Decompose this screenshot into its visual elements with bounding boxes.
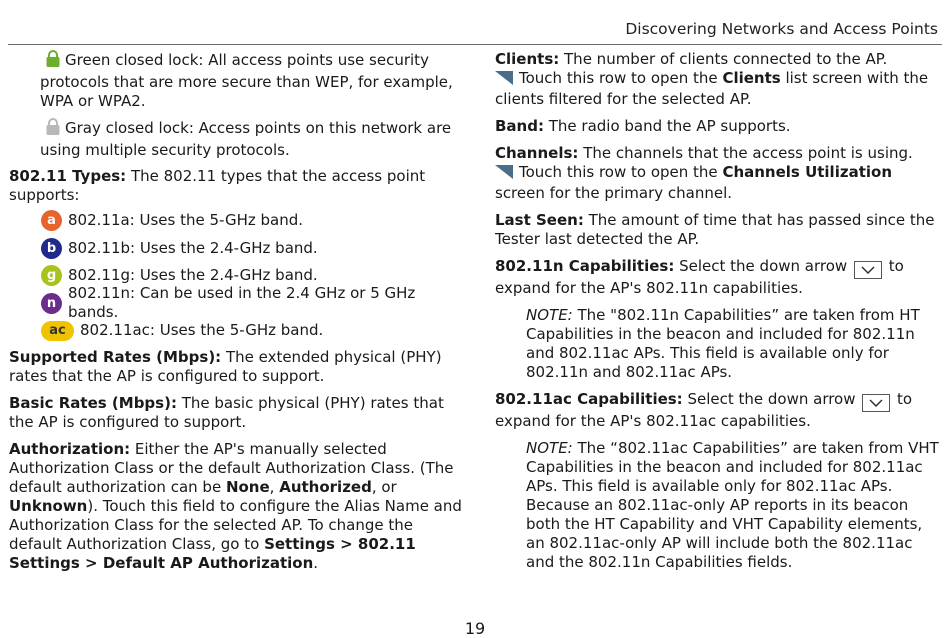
auth-settings-path: Settings > 802.11 Settings > Default AP Authorization <box>9 534 416 572</box>
basic-desc: The basic physical (PHY) rates that the AP is configured to support. <box>9 393 444 431</box>
clients-term: Clients: <box>495 50 560 68</box>
clients-desc: The number of clients connected to the AP. <box>559 50 888 68</box>
badge-ac-icon: ac <box>41 321 74 341</box>
n-cap-desc-2: to expand for the AP's 802.11n capabilities. <box>495 257 904 297</box>
band-paragraph <box>495 117 943 136</box>
type-item-n <box>9 284 464 322</box>
auth-desc-2: ). Touch this field to configure the Alias Name and Authorization Class for the selected AP. To change the default Authorization Class, go to <box>9 496 462 553</box>
down-arrow-icon <box>862 394 890 412</box>
supported-rates-paragraph <box>9 348 464 386</box>
channels-touch-2: screen for the primary channel. <box>495 184 733 202</box>
n-cap-term: 802.11n Capabilities: <box>495 257 675 275</box>
auth-unknown: Unknown <box>9 496 88 515</box>
channels-touch: Touch this row to open the <box>519 163 723 181</box>
types-desc: The 802.11 types that the access point supports: <box>9 167 426 204</box>
green-lock-icon <box>46 50 60 73</box>
page-number: 19 <box>464 619 486 638</box>
n-capabilities-note <box>495 306 943 382</box>
row-triangle-icon <box>495 71 513 90</box>
note-text: The “802.11ac Capabilities” are taken from VHT Capabilities in the beacon and included for 802.11ac APs. This field is available only for 802.11ac APs. Because an 802.11ac-only AP reports in its beacon both the HT Capability and VHT Capability elements, an 802.11ac-only AP will include both the 802.11ac and the 802.11n Capabilities fields. <box>526 439 939 571</box>
clients-touch-2: list screen with the clients filtered for the selected AP. <box>495 69 929 108</box>
ac-cap-desc-2: to expand for the AP's 802.11ac capabilities. <box>495 390 913 430</box>
auth-or: , or <box>371 477 397 496</box>
channels-desc: The channels that the access point is using. <box>578 144 913 162</box>
type-item-b <box>9 235 464 263</box>
auth-comma: , <box>269 477 280 496</box>
type-item-a <box>9 207 464 235</box>
types-term: 802.11 Types: <box>9 167 127 185</box>
left-column <box>9 50 464 581</box>
clients-paragraph <box>495 50 943 109</box>
down-arrow-icon <box>854 261 882 279</box>
basic-rates-paragraph <box>9 394 464 432</box>
lastseen-desc: The amount of time that has passed since the Tester last detected the AP. <box>495 211 935 248</box>
type-text: 802.11n: Can be used in the 2.4 GHz or 5 GHz bands. <box>68 284 416 322</box>
green-lock-text: Green closed lock: All access points use security protocols that are more secure than WEP, for example, WPA or WPA2. <box>40 51 453 110</box>
clients-screen-name: Clients <box>722 69 781 87</box>
badge-n-icon: n <box>41 293 62 314</box>
row-triangle-icon <box>495 165 513 184</box>
badge-g-icon: g <box>41 265 62 286</box>
gray-lock-icon <box>46 118 60 141</box>
types-list <box>9 207 464 345</box>
band-desc: The radio band the AP supports. <box>543 117 791 135</box>
note-label: NOTE: <box>526 306 573 324</box>
authorization-paragraph <box>9 440 464 573</box>
auth-end: . <box>313 553 319 572</box>
clients-touch: Touch this row to open the <box>519 69 723 87</box>
channels-term: Channels: <box>495 144 579 162</box>
type-text: 802.11g: Uses the 2.4-GHz band. <box>68 266 318 285</box>
ac-cap-term: 802.11ac Capabilities: <box>495 390 683 408</box>
auth-term: Authorization: <box>9 439 131 458</box>
header-rule <box>8 44 942 45</box>
auth-desc: Either the AP's manually selected Authorization Class or the default Authorization Class. (The default authorization can be <box>9 439 454 496</box>
types-paragraph <box>9 167 464 205</box>
n-cap-desc: Select the down arrow <box>674 257 852 275</box>
n-capabilities-paragraph <box>495 257 943 298</box>
band-term: Band: <box>495 117 544 135</box>
supported-term: Supported Rates (Mbps): <box>9 347 222 366</box>
type-text: 802.11b: Uses the 2.4-GHz band. <box>68 238 318 257</box>
ac-cap-desc: Select the down arrow <box>682 390 861 408</box>
gray-lock-text: Gray closed lock: Access points on this network are using multiple security protocols. <box>40 119 452 159</box>
supported-desc: The extended physical (PHY) rates that the AP is configured to support. <box>9 347 442 385</box>
type-text: 802.11a: Uses the 5-GHz band. <box>68 211 304 230</box>
badge-a-icon: a <box>41 210 62 231</box>
note-label: NOTE: <box>526 439 573 457</box>
last-seen-paragraph <box>495 211 943 249</box>
lastseen-term: Last Seen: <box>495 211 584 229</box>
basic-term: Basic Rates (Mbps): <box>9 393 177 412</box>
green-lock-paragraph <box>9 50 464 111</box>
badge-b-icon: b <box>41 238 62 259</box>
channels-screen-name: Channels Utilization <box>722 163 892 181</box>
type-text: 802.11ac: Uses the 5-GHz band. <box>80 321 324 340</box>
auth-none: None <box>225 477 270 496</box>
gray-lock-paragraph <box>9 118 464 160</box>
right-column <box>495 50 943 580</box>
running-header: Discovering Networks and Access Points <box>625 20 938 38</box>
ac-capabilities-paragraph <box>495 390 943 431</box>
auth-authorized: Authorized <box>279 477 372 496</box>
note-text: The "802.11n Capabilities” are taken from HT Capabilities in the beacon and included for 802.11n and 802.11ac APs. This field is available only for 802.11n and 802.11ac APs. <box>526 306 920 381</box>
ac-capabilities-note <box>495 439 943 572</box>
channels-paragraph <box>495 144 943 203</box>
